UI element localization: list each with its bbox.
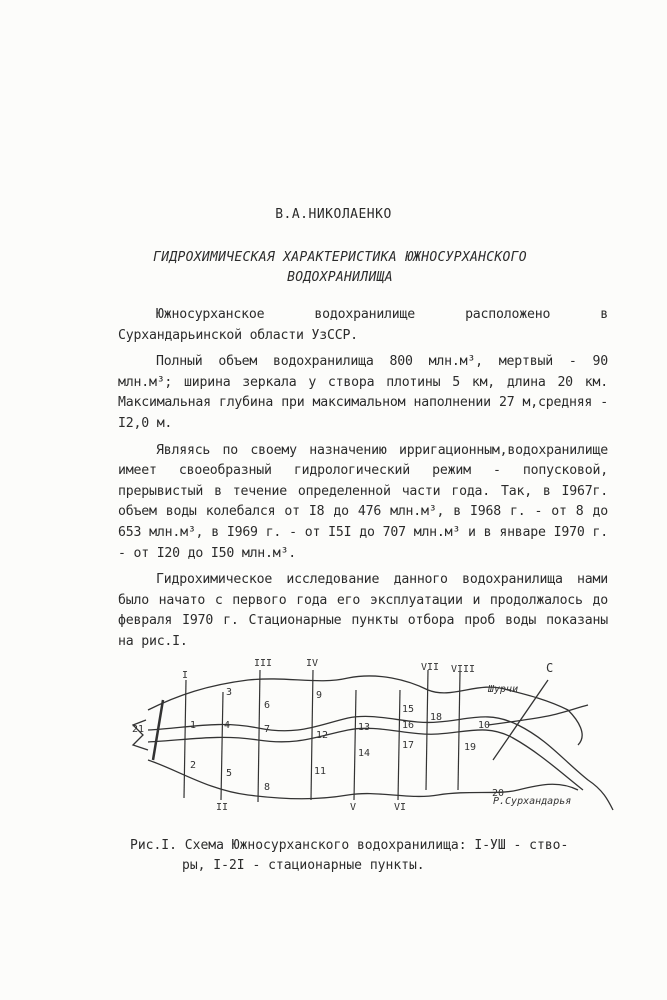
article-title [60, 248, 620, 288]
section-line-2 [221, 692, 223, 800]
point-label-9: 9 [316, 690, 323, 701]
section-label-VI: VI [394, 802, 407, 813]
section-label-V: V [350, 802, 357, 813]
place-label-shurchi: Шурчи [488, 684, 519, 695]
point-label-12: 12 [316, 730, 329, 741]
point-label-21: 21 [132, 724, 145, 735]
point-label-16: 16 [402, 720, 415, 731]
title-line-1: ГИДРОХИМИЧЕСКАЯ ХАРАКТЕРИСТИКА ЮЖНОСУРХАНСКОГО [153, 250, 527, 265]
section-line-4 [311, 670, 313, 800]
point-label-8: 8 [264, 782, 271, 793]
caption-line-1: Рис.I. Схема Южносурханского водохранилища: I-УШ - ство- [130, 838, 569, 853]
south-shore [148, 760, 578, 799]
point-label-3: 3 [226, 687, 233, 698]
section-line-7 [426, 670, 428, 790]
place-label-river: Р.Сурхандарья [493, 796, 572, 807]
point-label-13: 13 [358, 722, 371, 733]
point-label-20: 20 [492, 788, 505, 799]
place-label-north: С [546, 661, 554, 675]
article-body [118, 305, 608, 659]
paragraph-3: Являясь по своему назначению ирригационным,водохранилище имеет своеобразный гидрологический режим - попусковой, прерывистый в течение определенной части года. Так, в I967г. объем воды колебался от I8 до 476 млн.м³, в I968 г. - от 8 до 653 млн.м³, в I969 г. - от I5I до 707 млн.м³ и в январе I970 г. - от I20 до I50 млн.м³. [118, 442, 608, 561]
point-label-5: 5 [226, 768, 233, 779]
paragraph-2: Полный объем водохранилища 800 млн.м³, мертвый - 90 млн.м³; ширина зеркала у створа плотины 5 км, длина 20 км. Максимальная глубина при максимальном наполнении 27 м,средняя - I2,0 м. [118, 354, 608, 431]
section-line-8 [458, 672, 460, 790]
point-label-14: 14 [358, 748, 371, 759]
point-label-2: 2 [190, 760, 197, 771]
section-line-3 [258, 670, 260, 802]
point-label-11: 11 [314, 766, 327, 777]
title-line-2: ВОДОХРАНИЛИЩА [287, 270, 393, 285]
section-label-VIII: VIII [451, 664, 476, 675]
point-label-7: 7 [264, 724, 271, 735]
paragraph-1: Южносурханское водохранилище расположено в Сурхандарьинской области УзССР. [118, 307, 608, 343]
point-label-6: 6 [264, 700, 271, 711]
reservoir-map [108, 650, 618, 830]
caption-line-2: ры, I-2I - стационарные пункты. [182, 858, 425, 873]
point-label-17: 17 [402, 740, 415, 751]
point-label-10: 10 [478, 720, 491, 731]
section-line-5 [354, 690, 356, 800]
point-label-18: 18 [430, 712, 443, 723]
point-label-1: 1 [190, 720, 197, 731]
point-label-4: 4 [224, 720, 231, 731]
section-label-IV: IV [306, 658, 319, 669]
section-label-I: I [182, 670, 189, 681]
author-name: В.А.НИКОЛАЕНКО [275, 207, 392, 222]
paragraph-4: Гидрохимическое исследование данного водохранилища нами было начато с первого года его эксплуатации и продолжалось до февраля I970 г. Стационарные пункты отбора проб воды показаны на рис.I. [118, 572, 608, 649]
section-label-II: II [216, 802, 229, 813]
section-label-VII: VII [421, 662, 440, 673]
figure-caption [130, 836, 600, 876]
section-label-III: III [254, 658, 273, 669]
section-line-6 [398, 690, 400, 800]
point-label-15: 15 [402, 704, 415, 715]
point-label-19: 19 [464, 742, 477, 753]
